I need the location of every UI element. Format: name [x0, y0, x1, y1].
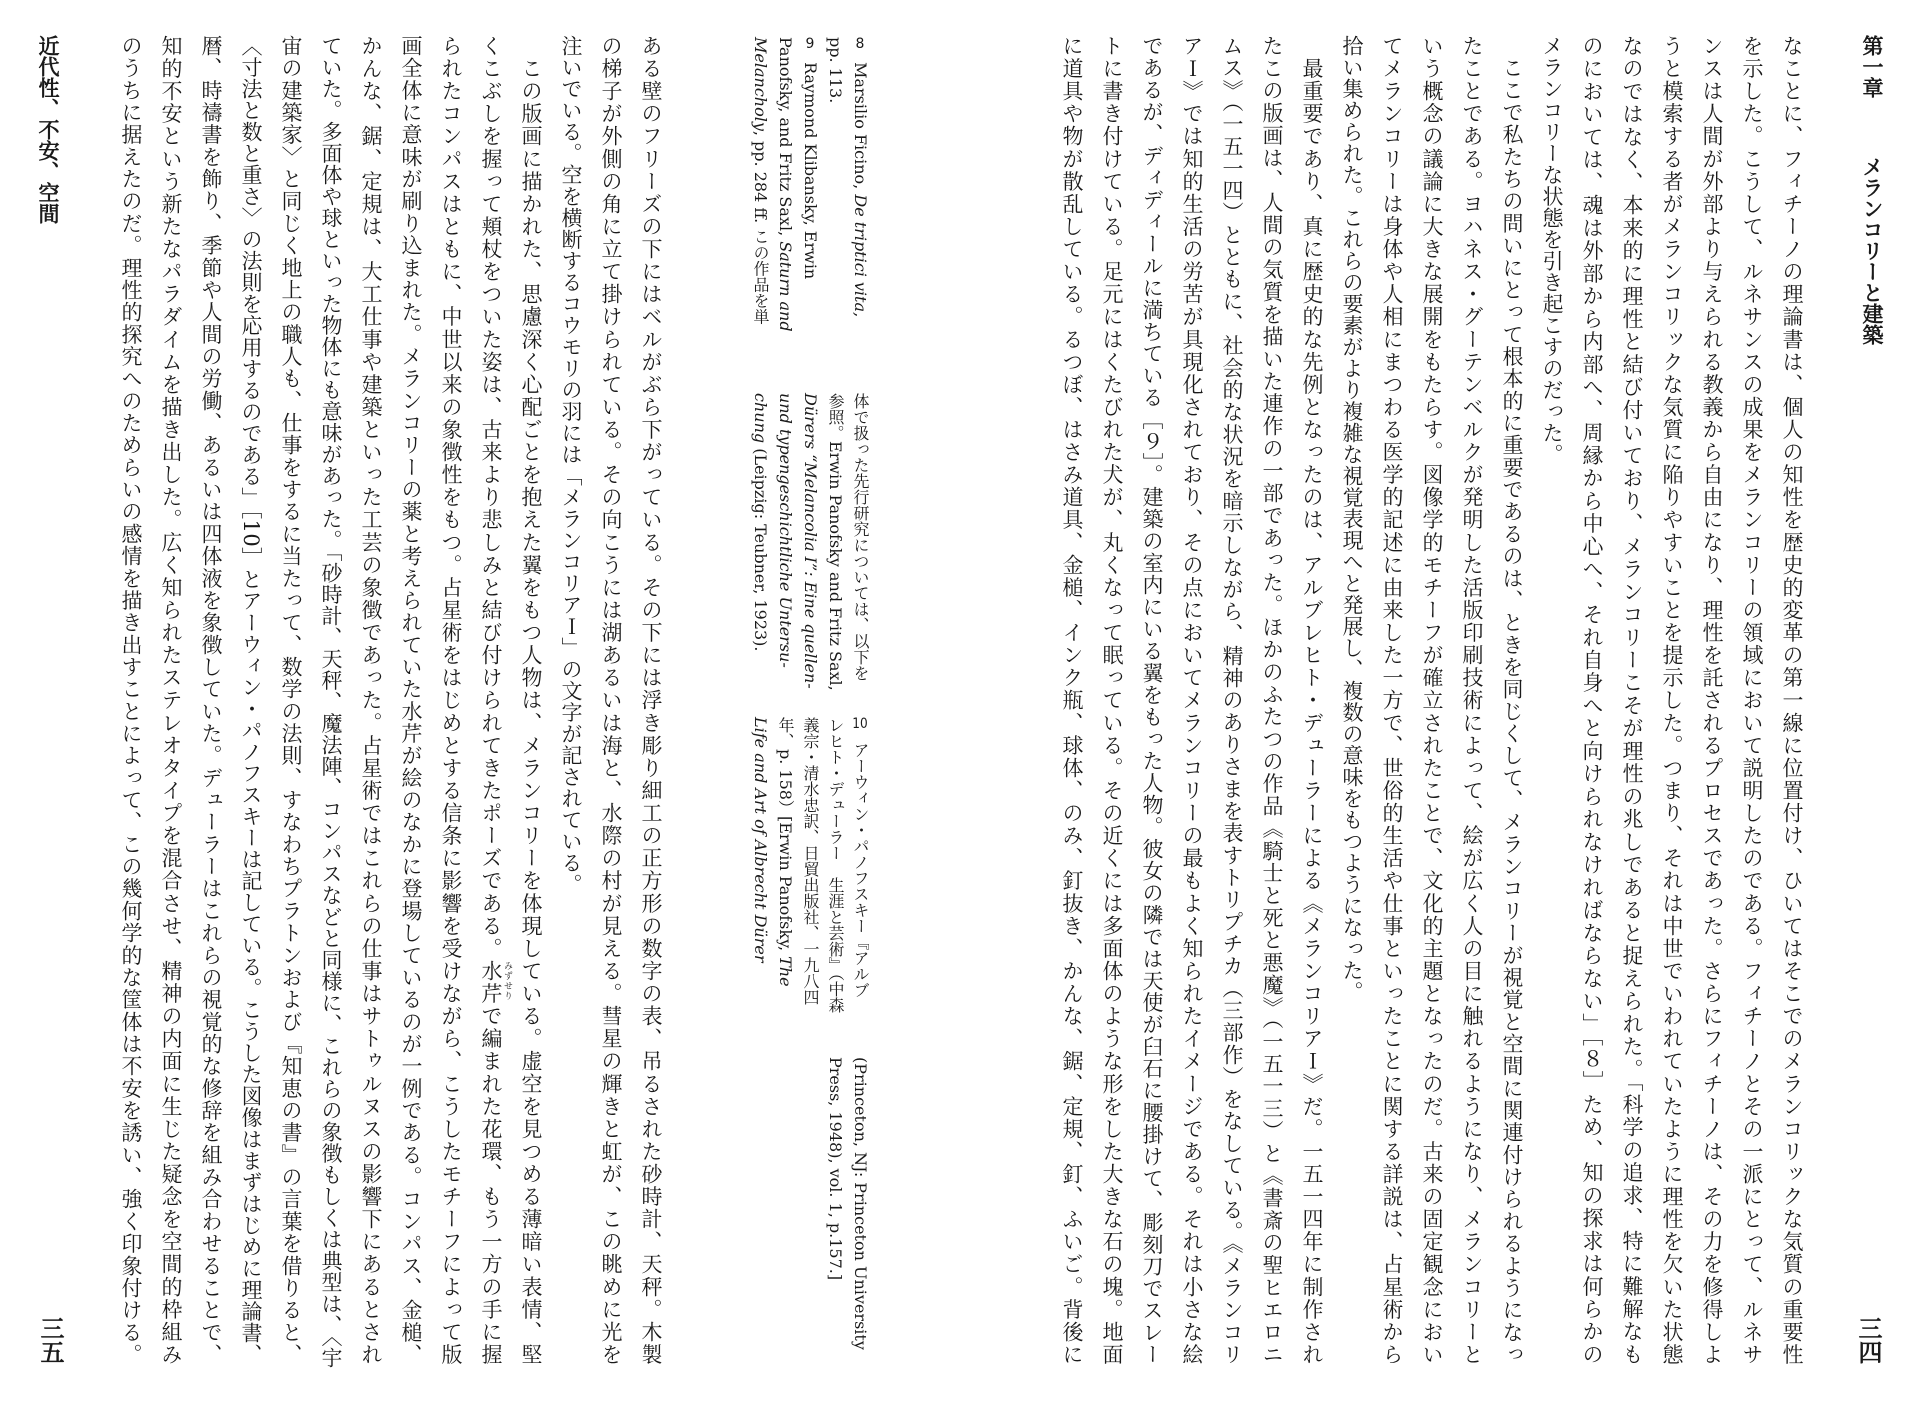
- footnote-line: [848, 1057, 873, 1350]
- footnote-title: Dürers “Melancolia I”: Eine quellen-: [801, 393, 820, 689]
- text-column: たことである。ヨハネス・グーテンベルクが発明した活版印刷技術によって、絵が広く人の目に触れるようになり、メランコリーと: [1460, 35, 1484, 1365]
- right-page: [960, 0, 1920, 1408]
- text-column: 拾い集められた。これらの要素がより複雑な視覚表現へと発展し、複数の意味をもつようになった。: [1340, 35, 1364, 1003]
- text-column: トに書き付けている。足元にはくたびれた犬が、丸くなって眠っている。その近くには多面体のような形をした大きな石の塊。地面: [1100, 35, 1124, 1365]
- text-column: であるが、ディディールに満ちている［９］。建築の室内にいる翼をもった人物。彼女の隣では天使が臼石に腰掛けて、彫刻刀でスレー: [1140, 35, 1164, 1366]
- text-column: 暦、時禱書を飾り、季節や人間の労働、あるいは四体液を象徴していた。デューラーはこれらの視覚的な修辞を組み合わせることで、: [199, 35, 223, 1365]
- text-column: ていた。多面体や球といった物体にも意味があった。「砂時計、天秤、魔法陣、コンパスなどと同様に、これらの象徴もしくは典型は、〈宇: [319, 35, 343, 1369]
- text-column: なことに、フィチーノの理論書は、個人の知性を歴史的変革の第一線に位置付け、ひいてはそこでのメランコリックな気質の重要性: [1780, 35, 1804, 1365]
- footnote-line: [823, 393, 848, 691]
- text-column: たこの版画は、人間の気質を描いた連作の一部であった。ほかのふたつの作品《騎士と死と悪魔》（一五一三）と《書斎の聖ヒエロニ: [1260, 35, 1284, 1366]
- text-column: てメランコリーは身体や人相にまつわる医学的記述に由来した一方で、世俗的生活や仕事といったことに関する詳説は、占星術から: [1380, 35, 1404, 1365]
- footnote-text: Panofsky, and Fritz Saxl,: [776, 37, 795, 242]
- footnote-text: Press, 1948), vol. 1, p.157.]: [826, 1057, 845, 1281]
- text-column: 宙の建築家〉と同じく地上の職人も、仕事をするに当たって、数学の法則、すなわちプラトンおよび『知恵の書』の言葉を借りると、: [279, 35, 303, 1366]
- footnote-text: pp. 113.: [826, 37, 845, 104]
- text-column: に道具や物が散乱している。るつぼ、はさみ道具、金槌、インク瓶、球体、のみ、釘抜き、かんな、鋸、定規、釘、ふいご。背後に: [1060, 35, 1084, 1365]
- text-column: 知的不安という新たなパラダイムを描き出した。広く知られたステレオタイプを混合させ、精神の内面に生じた疑念を空間的枠組み: [159, 35, 183, 1365]
- text-column: ここで私たちの問いにとって根本的に重要であるのは、ときを同じくして、メランコリーが視覚と空間に関連付けられるようになっ: [1500, 35, 1524, 1366]
- text-column: アＩ》では知的生活の労苦が具現化されており、その点においてメランコリーの最もよく知られたイメージである。それは小さな絵: [1180, 35, 1204, 1365]
- footnote-title: De triptici vita,: [851, 194, 870, 318]
- footnote-line: [848, 717, 873, 998]
- page-number-left: 三五: [36, 1316, 64, 1364]
- text-column: 最重要であり、真に歴史的な先例となったのは、アルブレヒト・デューラーによる《メランコリアＩ》だ。一五一四年に制作され: [1300, 35, 1324, 1365]
- footnote-line: [798, 393, 823, 689]
- text-column: かんな、鋸、定規は、大工仕事や建築といった工芸の象徴であった。占星術ではこれらの仕事はサトゥルヌスの影響下にあるとされ: [359, 35, 383, 1366]
- text-column: いう概念の議論に大きな展開をもたらす。図像学的モチーフが確立されたことで、文化的主題となったのだ。古来の固定観念におい: [1420, 35, 1444, 1365]
- footnote-line: [748, 717, 773, 962]
- page-number-right: 三四: [1854, 1316, 1882, 1364]
- footnote-line: [823, 37, 848, 103]
- chapter-label: 第一章: [1860, 35, 1884, 98]
- text-column: の梯子が外側の角に立て掛けられている。その向こうには湖あるいは海と、水際の村が見える。彗星の輝きと虹が、この眺めに光を: [599, 35, 623, 1365]
- footnote-text: Marsilio Ficino,: [851, 62, 870, 195]
- footnote-title: und typengeschichtliche Untersu-: [776, 393, 795, 668]
- footnote-text: 体で扱った先行研究については、以下を: [851, 393, 870, 681]
- footnote-number: 8: [855, 37, 865, 51]
- footnote-title: The: [776, 956, 795, 987]
- text-column: メランコリーな状態を引き起こすのだった。: [1540, 35, 1564, 465]
- footnote-text: アーウィン・パノフスキー『アルブ: [851, 742, 870, 999]
- text-column: ンスは人間が外部より与えられる教義から自由になり、理性を託されるプロセスであった。さらにフィチーノは、その力を修得しよ: [1700, 35, 1724, 1365]
- footnote-text: 義宗・清水忠訳、日貿出版社、一九八四: [801, 717, 820, 1005]
- footnote-title: Life and Art of Albrecht Dürer: [751, 717, 770, 963]
- footnote-line: [773, 37, 798, 332]
- footnote-text: (Princeton, NJ: Princeton University: [851, 1057, 870, 1350]
- footnote-text: (Leipzig: Teubner, 1923).: [751, 443, 770, 652]
- footnote-text: 年、p. 158）[Erwin Panofsky,: [776, 717, 795, 957]
- text-column: くこぶしを握って頬杖をついた姿は、古来より悲しみと結び付けられてきたポーズである。水芹で編まれた花環、もう一方の手に握: [479, 35, 503, 1365]
- text-column: のうちに据えたのだ。理性的探究へのためらいの感情を描き出すことによって、この幾何学的な筐体は不安を誘い、強く印象付ける。: [119, 35, 143, 1366]
- text-column: 注いでいる。空を横断するコウモリの羽には「メランコリアＩ」の文字が記されている。: [559, 35, 583, 895]
- footnote-line: [773, 717, 798, 987]
- ruby-annotation: みずせり: [502, 961, 512, 1002]
- chapter-title: メランコリーと建築: [1860, 156, 1884, 345]
- text-column: を示した。こうして、ルネサンスの成果をメランコリーの領域において説明したのである。フィチーノとその一派にとって、ルネサ: [1740, 35, 1764, 1365]
- footnote-title: chung: [751, 393, 770, 444]
- footnote-number: 9: [805, 37, 815, 51]
- footnote-line: [848, 393, 873, 681]
- text-column: うと模索する者がメランコリックな気質に陥りやすいことを提示した。つまり、それは中世でいわれていたように理性を欠いた状態: [1660, 35, 1684, 1365]
- text-column: のにおいては、魂は外部から内部へ、周縁から中心へ、それ自身へと向けられなければならない」［８］ため、知の探求は何らかの: [1580, 35, 1604, 1365]
- footnote-text: Raymond Klibansky, Erwin: [801, 62, 820, 280]
- footnote-line: [773, 393, 798, 668]
- footnote-line: [748, 37, 773, 324]
- text-column: 画全体に意味が刷り込まれた。メランコリーの薬と考えられていた水芹が絵のなかに登場しているのが一例である。コンパス、金槌、: [399, 35, 423, 1366]
- text-column: られたコンパスはともに、中世以来の象徴性をもつ。占星術をはじめとする信条に影響を受けながら、こうしたモチーフによって版: [439, 35, 463, 1366]
- footnote-text: レヒト・デューラー 生涯と芸術』（中森: [826, 717, 845, 1013]
- footnote-line: [823, 717, 848, 1013]
- footnote-line: [848, 37, 873, 317]
- running-head-right: [1852, 35, 1892, 345]
- footnote-text: 参照。Erwin Panofsky and Fritz Saxl,: [826, 393, 845, 691]
- footnote-line: [748, 393, 773, 652]
- footnote-number: 10: [852, 717, 868, 731]
- footnote-line: [823, 1057, 848, 1280]
- text-column: ある壁のフリーズの下にはベルがぶら下がっている。その下には浮き彫り細工の正方形の数字の表、吊るされた砂時計、天秤。木製: [639, 35, 663, 1365]
- footnote-line: [798, 37, 823, 279]
- running-head-left: 近代性、不安、空間: [36, 35, 60, 224]
- text-column: ムス》（一五一四）とともに、社会的な状況を暗示しながら、精神のありさまを表すトリプチカ（三部作）をなしている。《メランコリ: [1220, 35, 1244, 1365]
- text-column: 〈寸法と数と重さ〉の法則を応用するのである」［10］とアーウィン・パノフスキーは記している。こうした図像はまずはじめに理論書、: [239, 35, 263, 1365]
- footnote-line: [798, 717, 823, 1005]
- footnote-text: , pp. 284 ff. この作品を単: [751, 130, 770, 325]
- text-column: この版画に描かれた、思慮深く心配ごとを抱えた翼をもつ人物は、メランコリーを体現している。虚空を見つめる薄暗い表情、堅: [519, 35, 543, 1365]
- text-column: なのではなく、本来的に理性と結び付いており、メランコリーこそが理性の兆しであると捉えられた。「科学の追求、特に難解なも: [1620, 35, 1644, 1366]
- footnote-title: Saturn and: [776, 241, 795, 332]
- footnote-title: Melancholy: [751, 37, 770, 131]
